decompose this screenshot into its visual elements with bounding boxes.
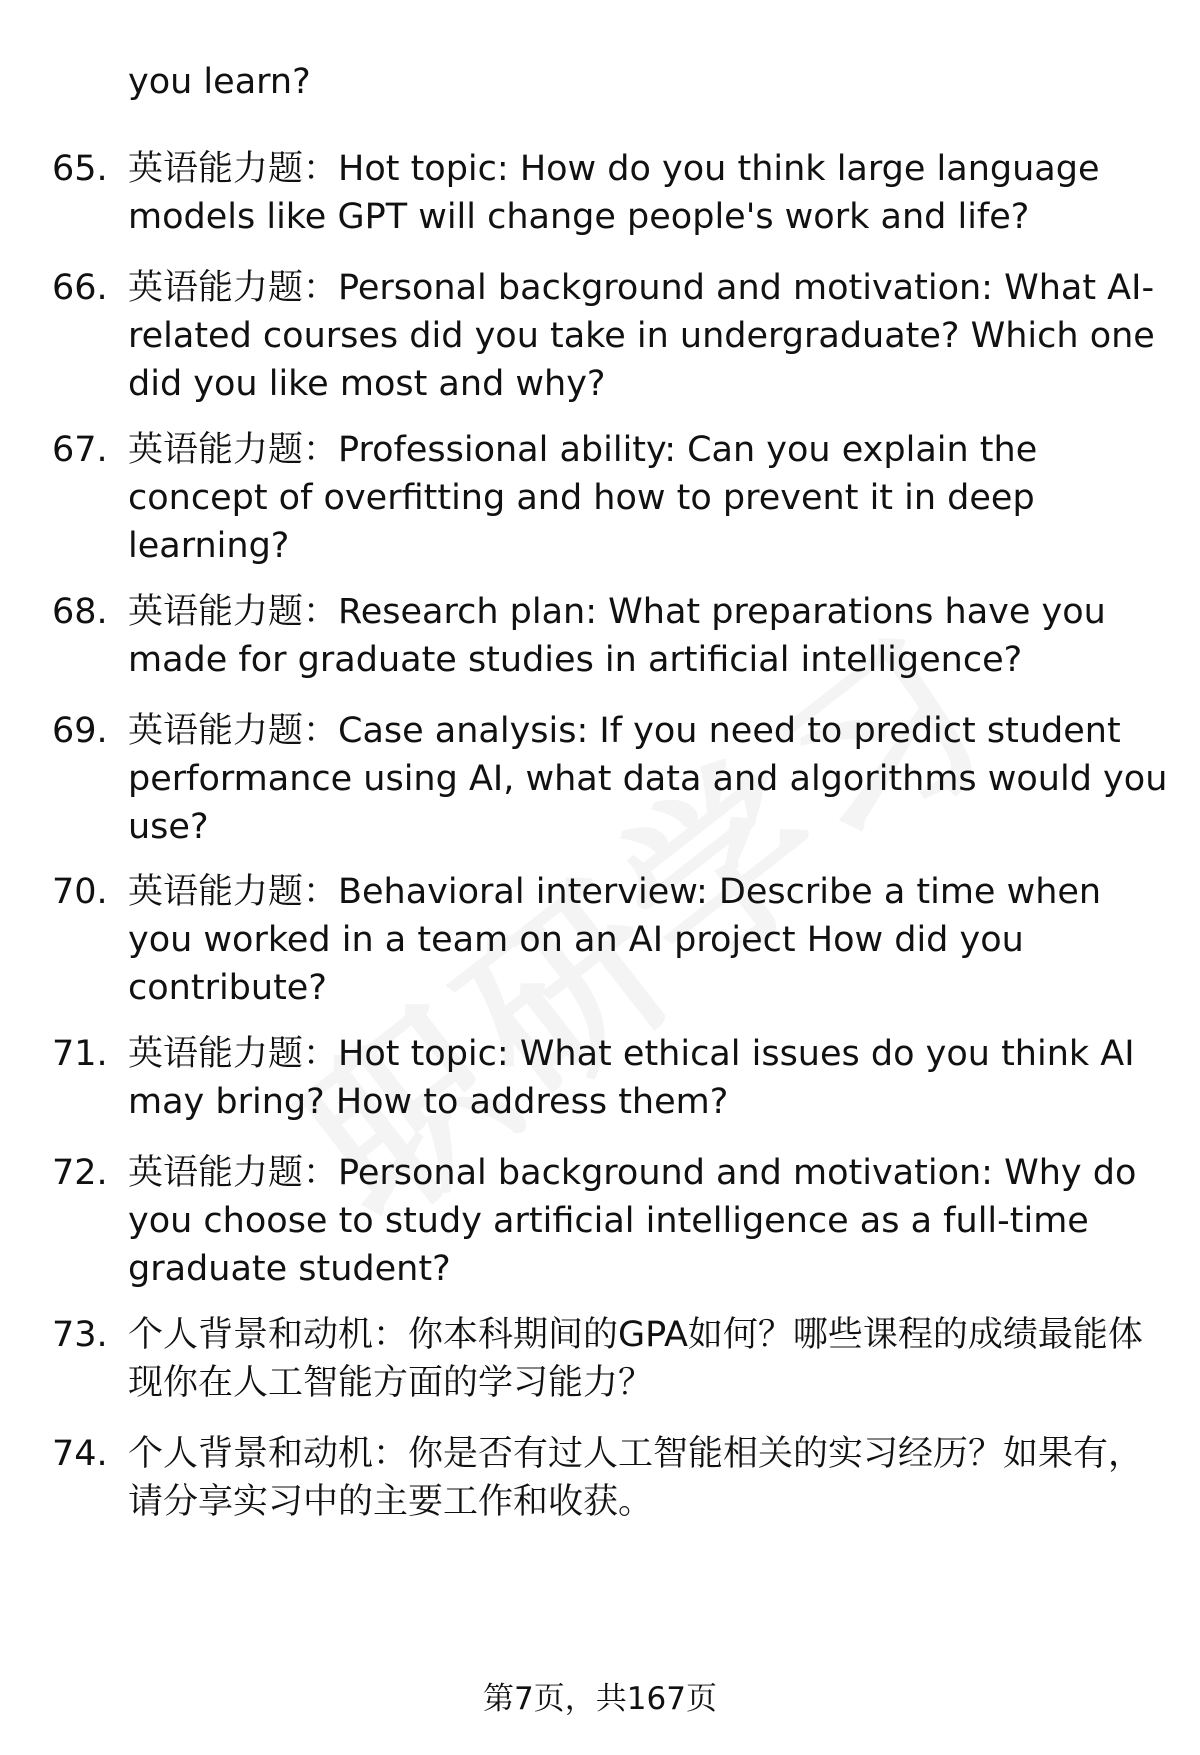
question-number: 69. <box>52 711 108 751</box>
question-number: 72. <box>52 1153 108 1193</box>
question-text: 个人背景和动机：你本科期间的GPA如何？哪些课程的成绩最能体现你在人工智能方面的学习能力？ <box>128 1315 1143 1403</box>
question-text: 英语能力题：Behavioral interview: Describe a time when you worked in a team on an AI project How did you contribute? <box>128 872 1102 1008</box>
question-text: 英语能力题：Hot topic: What ethical issues do you think AI may bring? How to address them? <box>128 1034 1135 1122</box>
question-text: 英语能力题：Professional ability: Can you explain the concept of overfitting and how to prevent it in deep learning? <box>128 430 1038 566</box>
question-number: 65. <box>52 149 108 189</box>
question-text: 英语能力题：Research plan: What preparations have you made for graduate studies in artificial intelligence? <box>128 592 1106 680</box>
question-text: 英语能力题：Personal background and motivation: Why do you choose to study artificial intelligence as a full-time graduate student? <box>128 1153 1137 1289</box>
question-text: 英语能力题：Case analysis: If you need to predict student performance using AI, what data and algorithms would you use? <box>128 711 1168 847</box>
question-number: 74. <box>52 1434 108 1474</box>
question-number: 73. <box>52 1315 108 1355</box>
question-text: 个人背景和动机：你是否有过人工智能相关的实习经历？如果有，请分享实习中的主要工作和收获。 <box>128 1434 1144 1522</box>
question-number: 67. <box>52 430 108 470</box>
continuation-text: you learn? <box>128 62 311 102</box>
question-number: 68. <box>52 592 108 632</box>
question-number: 71. <box>52 1034 108 1074</box>
question-text: 英语能力题：Hot topic: How do you think large language models like GPT will change people's work and life? <box>128 149 1100 237</box>
question-number: 66. <box>52 268 108 308</box>
page-footer: 第7页，共167页 <box>483 1681 717 1717</box>
question-number: 70. <box>52 872 108 912</box>
question-text: 英语能力题：Personal background and motivation: What AI-related courses did you take in undergraduate? Which one did you like most and why? <box>128 268 1155 404</box>
